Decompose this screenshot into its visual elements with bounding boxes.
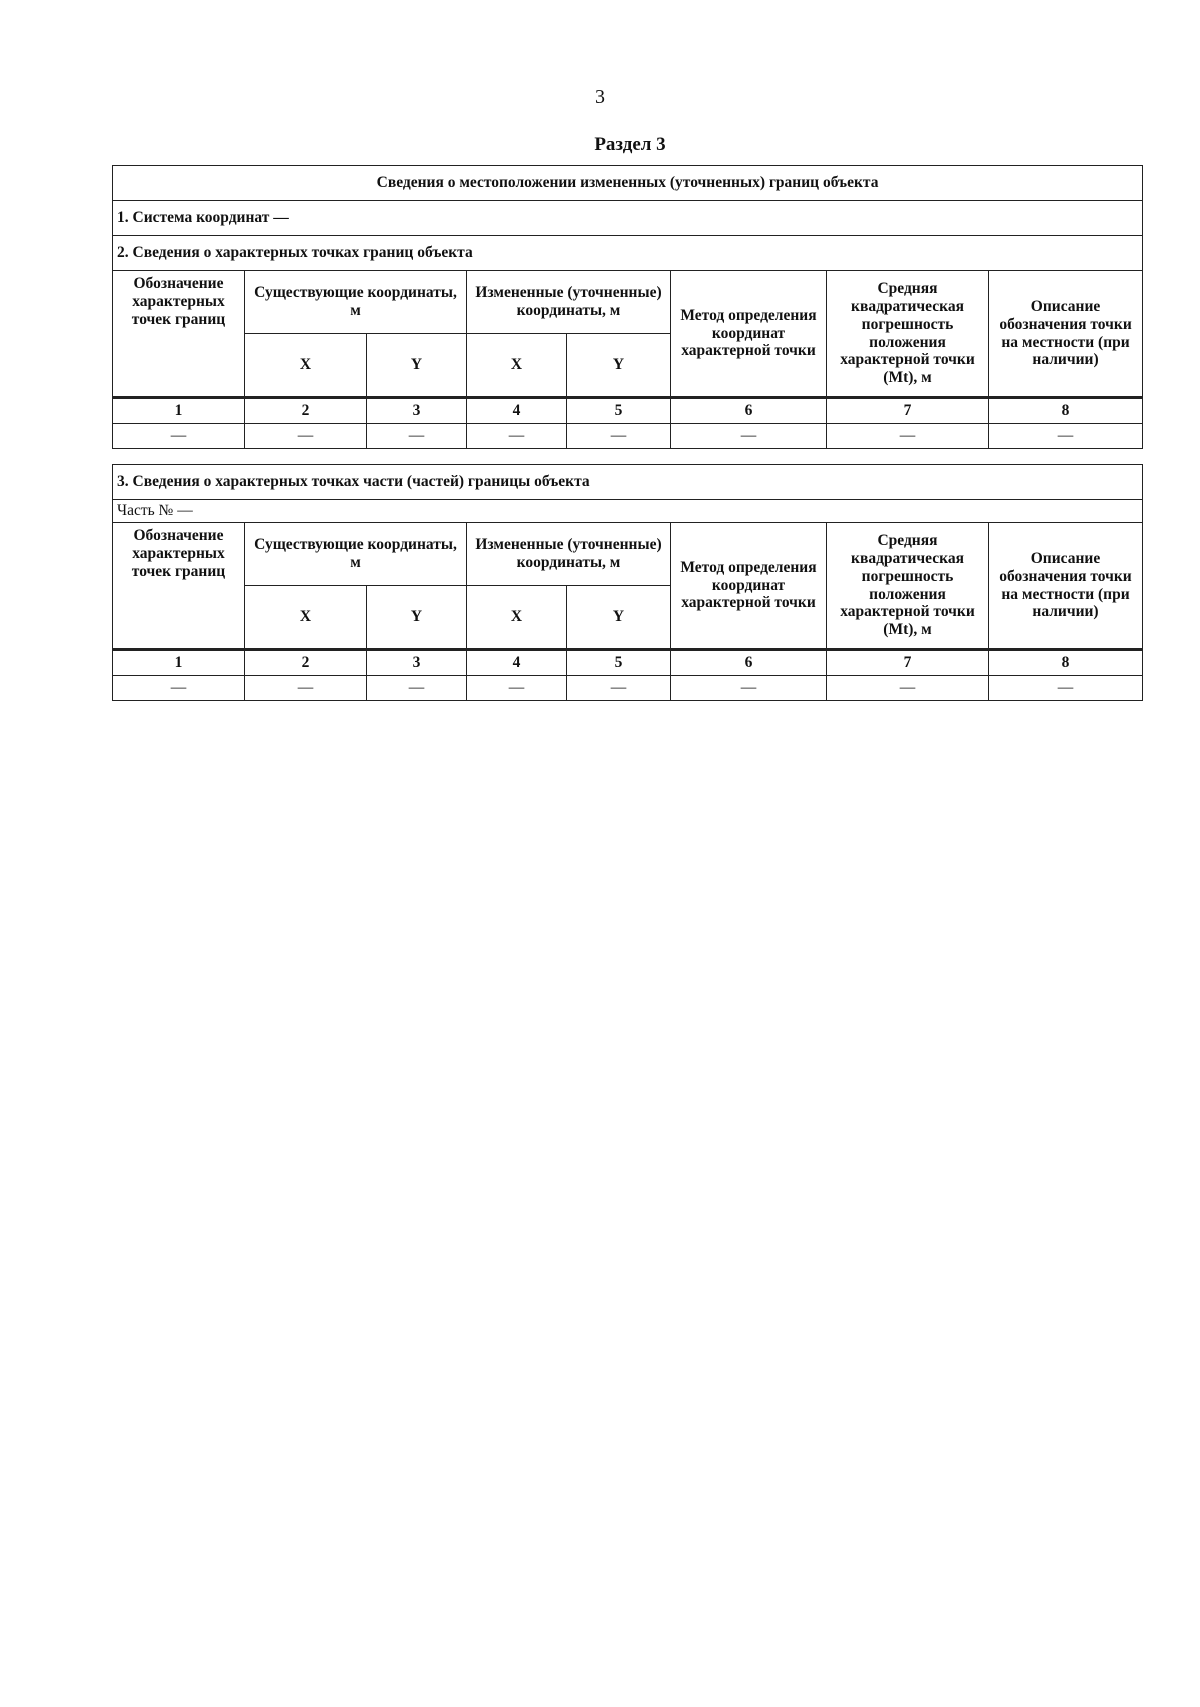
header-x-changed: X <box>467 334 567 398</box>
header-description: Описание обозначения точки на местности (при наличии) <box>989 523 1143 650</box>
col-number: 1 <box>113 398 245 424</box>
empty-cell: — <box>827 676 989 701</box>
empty-cell: — <box>671 424 827 449</box>
header-existing: Существующие координаты, м <box>245 523 467 586</box>
col-number: 7 <box>827 650 989 676</box>
empty-cell: — <box>245 424 367 449</box>
col-number: 6 <box>671 398 827 424</box>
header-y-changed: Y <box>567 586 671 650</box>
empty-cell: — <box>989 424 1143 449</box>
empty-cell: — <box>989 676 1143 701</box>
empty-cell: — <box>367 676 467 701</box>
header-x-existing: X <box>245 334 367 398</box>
col-number: 6 <box>671 650 827 676</box>
header-error: Средняя квадратическая погрешность положения характерной точки (Mt), м <box>827 523 989 650</box>
col-number: 1 <box>113 650 245 676</box>
empty-cell: — <box>671 676 827 701</box>
header-method: Метод определения координат характерной точки <box>671 271 827 398</box>
points-heading: 2. Сведения о характерных точках границ объекта <box>113 236 1143 271</box>
col-number: 5 <box>567 398 671 424</box>
empty-cell: — <box>827 424 989 449</box>
col-number: 5 <box>567 650 671 676</box>
header-y-existing: Y <box>367 334 467 398</box>
header-designation: Обозначение характерных точек границ <box>113 523 245 650</box>
empty-cell: — <box>567 424 671 449</box>
header-changed: Измененные (уточненные) координаты, м <box>467 523 671 586</box>
empty-cell: — <box>367 424 467 449</box>
coord-system: 1. Система координат — <box>113 201 1143 236</box>
col-number: 4 <box>467 650 567 676</box>
header-y-changed: Y <box>567 334 671 398</box>
col-number: 8 <box>989 650 1143 676</box>
part-points-heading: 3. Сведения о характерных точках части (частей) границы объекта <box>113 465 1143 500</box>
header-method: Метод определения координат характерной точки <box>671 523 827 650</box>
col-number: 2 <box>245 398 367 424</box>
header-x-existing: X <box>245 586 367 650</box>
empty-cell: — <box>467 424 567 449</box>
section-title: Раздел 3 <box>594 134 666 155</box>
col-number: 7 <box>827 398 989 424</box>
header-description: Описание обозначения точки на местности (при наличии) <box>989 271 1143 398</box>
page-number: 3 <box>595 86 605 108</box>
part-number: Часть № — <box>113 500 1143 523</box>
header-changed: Измененные (уточненные) координаты, м <box>467 271 671 334</box>
header-designation: Обозначение характерных точек границ <box>113 271 245 398</box>
empty-cell: — <box>113 424 245 449</box>
empty-cell: — <box>567 676 671 701</box>
col-number: 4 <box>467 398 567 424</box>
table-part-boundaries <box>112 464 1143 701</box>
table1-title: Сведения о местоположении измененных (уточненных) границ объекта <box>113 166 1143 201</box>
empty-cell: — <box>113 676 245 701</box>
header-error: Средняя квадратическая погрешность положения характерной точки (Mt), м <box>827 271 989 398</box>
col-number: 8 <box>989 398 1143 424</box>
col-number: 3 <box>367 650 467 676</box>
col-number: 3 <box>367 398 467 424</box>
header-x-changed: X <box>467 586 567 650</box>
empty-cell: — <box>245 676 367 701</box>
table-changed-boundaries <box>112 165 1143 449</box>
header-existing: Существующие координаты, м <box>245 271 467 334</box>
col-number: 2 <box>245 650 367 676</box>
header-y-existing: Y <box>367 586 467 650</box>
empty-cell: — <box>467 676 567 701</box>
